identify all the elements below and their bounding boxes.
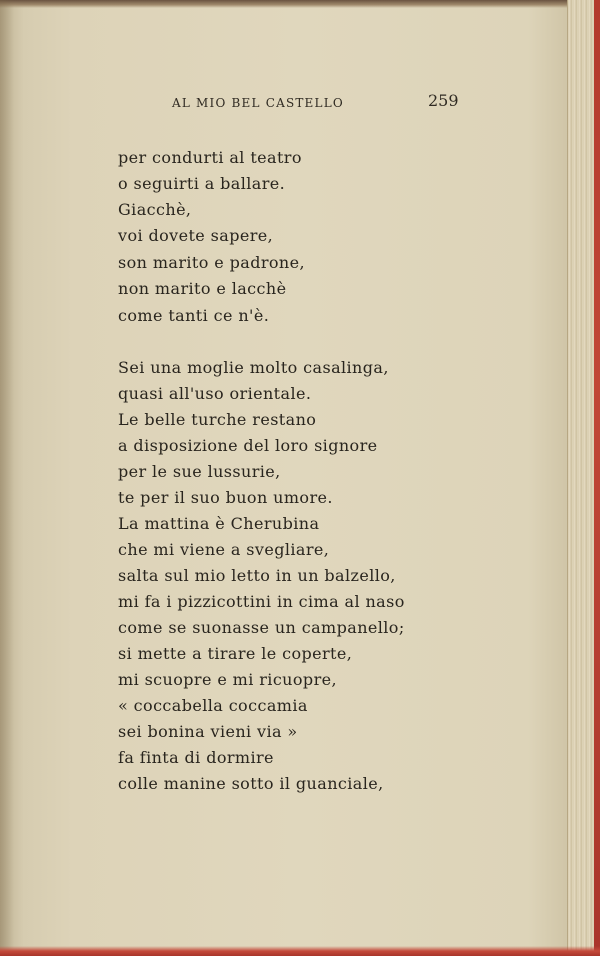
page-fore-edge xyxy=(567,0,600,956)
poem-line: come se suonasse un campanello; xyxy=(118,618,405,637)
poem-line: « coccabella coccamia xyxy=(118,696,308,715)
poem-line: te per il suo buon umore. xyxy=(118,488,333,507)
poem-line: fa finta di dormire xyxy=(118,748,274,767)
poem-line: a disposizione del loro signore xyxy=(118,436,378,455)
page-top-edge xyxy=(0,0,600,8)
running-head: AL MIO BEL CASTELLO xyxy=(172,96,344,110)
poem-line: son marito e padrone, xyxy=(118,253,305,272)
poem-line: salta sul mio letto in un balzello, xyxy=(118,566,396,585)
poem-line: Sei una moglie molto casalinga, xyxy=(118,358,389,377)
poem-line: mi fa i pizzicottini in cima al naso xyxy=(118,592,405,611)
poem-line: colle manine sotto il guanciale, xyxy=(118,774,384,793)
poem-line: per le sue lussurie, xyxy=(118,462,281,481)
poem-line: si mette a tirare le coperte, xyxy=(118,644,353,663)
poem-line: sei bonina vieni via » xyxy=(118,722,298,741)
poem-line: per condurti al teatro xyxy=(118,148,302,167)
page-bottom-edge xyxy=(0,946,600,956)
poem-line: che mi viene a svegliare, xyxy=(118,540,330,559)
poem-line: voi dovete sapere, xyxy=(118,226,274,245)
poem-line: mi scuopre e mi ricuopre, xyxy=(118,670,337,689)
poem-line: Le belle turche restano xyxy=(118,410,317,429)
poem-line: o seguirti a ballare. xyxy=(118,174,286,193)
poem-line: come tanti ce n'è. xyxy=(118,306,270,325)
gutter-shadow xyxy=(0,0,14,956)
poem-line: Giacchè, xyxy=(118,200,192,219)
poem-line: non marito e lacchè xyxy=(118,279,287,298)
poem-line: La mattina è Cherubina xyxy=(118,514,320,533)
page-number: 259 xyxy=(428,91,459,110)
poem-line: quasi all'uso orientale. xyxy=(118,384,312,403)
